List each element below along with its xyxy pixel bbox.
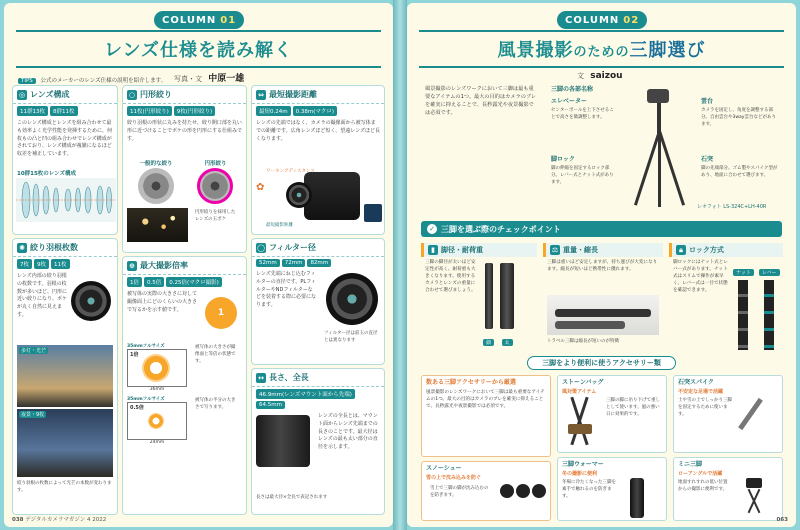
lens-diagram [16, 178, 116, 222]
column-number: 01 [220, 14, 237, 26]
page-title: レンズ仕様を読み解く [103, 40, 293, 61]
column-tag [154, 11, 244, 29]
flower-icon: ✿ [256, 182, 265, 193]
filter-caption: フィルター径は前玉の直径とは異なります [324, 331, 378, 343]
pill: 72mm [282, 259, 306, 267]
part-desc: カメラを固定し、角度を調整する部分。自由雲台や3way雲台などがあります。 [701, 108, 776, 127]
thick-leg-image [500, 263, 514, 329]
ratio-label: 1倍 [130, 352, 139, 358]
pill: 0.25倍(マクロ撮影) [166, 277, 222, 287]
pill: 64.5mm [256, 401, 285, 409]
magnification-value: 1 [205, 297, 237, 329]
accessory-text: 土や雪の上でしっかり三脚を固定するために使います。 [678, 398, 732, 417]
stonebag-image [558, 396, 602, 448]
tripod-model: レオフォト LS-324C+LH-40R [697, 204, 767, 210]
lock-tag: レバー [759, 269, 780, 276]
lever-lock-image [764, 280, 774, 350]
section-text: レンズの先端ではなく、カメラの撮像面から被写体までの距離です。広角レンズほど短く、望遠レンズほど長くなります。 [256, 120, 380, 142]
bag-icon [568, 424, 592, 434]
part-name: エレベーター [551, 98, 588, 105]
snowshoe-icon [516, 484, 530, 498]
accessory-spike [673, 375, 783, 453]
accessory-mini-tripod [673, 457, 783, 521]
pill: 7枚 [17, 259, 32, 269]
tripod-parts-diagram [547, 83, 783, 215]
section-title: 円形絞り [140, 90, 172, 99]
part-name: 石突 [701, 156, 714, 163]
left-page [4, 3, 393, 527]
bokeh-row [123, 206, 246, 244]
pill: 0.38m(マクロ) [293, 106, 337, 116]
min-distance-label: 最短撮影距離 [266, 223, 293, 228]
nut-lock-image [738, 280, 748, 350]
title-band [419, 30, 784, 68]
scale-diagram [127, 343, 187, 392]
part-desc: 脚の先端部分。ゴム製やスパイク型があり、地面に合わせて選びます。 [701, 166, 778, 178]
section-max-magnification [122, 256, 247, 515]
pill: 46.9mm(レンズマウント面から先端) [256, 389, 355, 399]
dim-width: 36mm [149, 387, 165, 392]
lock-icon: 🔒︎ [676, 245, 686, 255]
photo-caption: 多灯・光芒 [21, 348, 47, 354]
folded-tripod-icon [555, 309, 651, 317]
aperture-diagram-icon [138, 168, 174, 204]
tripod-column-icon [657, 103, 661, 133]
section-title: 長さ、全長 [269, 373, 309, 382]
pill: 1倍 [127, 277, 142, 287]
section-text: レンズ先端にねじ込むフィルターの直径です。PLフィルターやNDフィルターなどを装着する際に必要になります。 [256, 271, 317, 308]
scale-2 [123, 394, 246, 447]
page-number: 063 [776, 517, 788, 523]
filter-icon: ◯ [257, 243, 265, 252]
scale-note: 被写体の半分の大きさで写ります。 [195, 398, 236, 410]
check-header [669, 243, 783, 257]
pill-row [123, 104, 246, 118]
accessory-title: スノーシュー [426, 465, 462, 472]
page-footer [12, 515, 106, 523]
stonebag-row [558, 396, 666, 448]
aperture-compare [123, 156, 246, 206]
intro-text: 風景撮影のレンズワークにおいて三脚は最も重要なアイテムの1つ。最大の目的はカメラのブレを確実に抑えることで、長秒露光や夜景撮影では必須です。 [425, 86, 537, 117]
section-text: このレンズ構成とレンズを組み合わせて最も効率よく光学性能を発揮するために、何枚もの凸と凹の組み合わせでレンズ構成がされており、レンズ構成が複雑になるほど収差を補正しています。 [17, 120, 113, 157]
camera-icon [746, 478, 762, 488]
section-circular-aperture [122, 85, 247, 253]
intro-text: 公式のメーカーのレンズ仕様の説明を紹介します。 [40, 78, 167, 84]
part-leg-lock [547, 153, 621, 189]
spike-icon [738, 398, 763, 430]
author-name: 中原一雄 [208, 74, 245, 84]
page-title [497, 36, 705, 62]
section-text: 被写体の実際の大きさに対して撮像面上にどのくらいの大きさで写るかを示す値です。 [127, 291, 198, 313]
part-foot [697, 153, 783, 182]
accessory-subtitle: 雪の上で沈み込みを防ぐ [426, 475, 482, 481]
nut-lock [733, 259, 754, 352]
pill-row [252, 257, 384, 269]
spike-image [736, 396, 766, 436]
snowshoe-icon [500, 484, 514, 498]
section-title: レンズ構成 [30, 90, 70, 99]
scale-label: 35mmフルサイズ [127, 397, 165, 402]
leg-tag: 太 [502, 339, 513, 346]
aperture-icon: ✺ [17, 243, 27, 253]
thin-leg [483, 263, 494, 349]
lens-icon: ◎ [18, 90, 26, 99]
accessory-subtitle: 風対策アイテム [562, 389, 597, 395]
page-footer [777, 517, 788, 523]
column-label: COLUMN [565, 14, 620, 26]
section-text: 絞り羽根の形状に丸みを持たせ、絞り開口部を丸い形に近づけることでボケの形を円形にする仕組みです。 [127, 120, 243, 142]
accessory-title: ストーンバッグ [562, 379, 604, 386]
working-distance-label: ワーキングディスタンス [266, 169, 315, 174]
check-lock [669, 243, 783, 351]
check-body [421, 257, 537, 349]
weight-icon: ⚖ [551, 246, 559, 254]
right-page [407, 3, 796, 527]
check-text: 脚ロックにはナット式とレバー式があります。ナット式はスリムで操作が素早く、レバー式は一目で状態を確認できます。 [673, 260, 728, 294]
circle-icon: ○ [128, 90, 136, 99]
pill-row [252, 387, 384, 411]
part-desc: センターポールを上下させることで高さを微調整します。 [551, 108, 614, 120]
scale-note: 被写体の大きさが撮像面と等倍の状態です。 [195, 345, 236, 364]
leg-compare [483, 257, 514, 349]
pill: 11群13枚 [17, 106, 48, 116]
check-icon: ✓ [427, 224, 437, 234]
intro [18, 76, 166, 84]
normal-aperture [135, 158, 176, 204]
accessory-intro: 風景撮影のレンズワークにおいて三脚は最も重要なアイテムの1つ。最大の目的はカメラのブレを確実に抑えることで、長秒露光や夜景撮影では必須です。 [426, 390, 545, 410]
accessory-header: 数ある三脚アクセサリーから厳選 [426, 379, 516, 386]
section-header [252, 239, 384, 257]
accessory-band: 三脚をより便利に使うアクセサリー類 [527, 356, 676, 370]
tripod-leg-icon [658, 131, 685, 206]
accessory-snowshoe [421, 461, 551, 521]
checkpoint-title: 三脚を選ぶ際のチェックポイント [441, 224, 561, 234]
lens-front-image [286, 182, 312, 208]
section-text: レンズ内部の絞り羽根の枚数です。羽根の枚数が多いほど、円形に近い絞りになり、ボケが丸く自然に見えます。 [17, 273, 68, 318]
magazine-name: デジタルカメラマガジン 4 2022 [25, 517, 107, 523]
section-header [252, 369, 384, 387]
subject-coin-icon [148, 413, 164, 429]
intro-tag: TIPS [18, 78, 36, 84]
pill: 9枚 [34, 259, 49, 269]
part-head [697, 95, 783, 131]
page-number: 038 [12, 517, 24, 523]
check-title: 重量・縮長 [563, 246, 598, 254]
pill: 9枚(円形絞り) [174, 106, 215, 116]
section-text: レンズの全長とは、マウント面からレンズ先端までの長さのことです。最大径はレンズの最も太い部分の直径を示します。 [318, 413, 378, 450]
section-aperture-blades [12, 238, 118, 515]
mag-top [123, 289, 246, 341]
byline [174, 71, 244, 84]
section-title: 最大撮影倍率 [140, 261, 188, 270]
pill: 11枚 [51, 259, 70, 269]
sensor-mark-icon [364, 204, 382, 222]
mini-tripod-image [734, 478, 774, 516]
byline-label: 文 [577, 72, 584, 80]
parts-title: 三脚の各部名称 [551, 86, 594, 93]
folded-tripods-image [547, 295, 659, 335]
diagram-caption: 10群15枚のレンズ構成 [17, 171, 77, 177]
part-name: 雲台 [701, 98, 714, 105]
check-text: 三脚は重いほど安定しますが、持ち運びが大変になります。縮長が短いほど携帯性に優れます。 [547, 260, 658, 273]
diagram-caption: 円形絞り [204, 161, 227, 167]
section-header [123, 257, 246, 275]
pill: 8群11枚 [50, 106, 78, 116]
pill-row [13, 257, 117, 271]
photo-note: 絞り羽根の枚数によって光芒の本数が変わります。 [17, 481, 112, 493]
part-name: 脚ロック [551, 156, 575, 163]
snowshoe-images [500, 484, 546, 502]
section-header [252, 86, 384, 104]
pill: 最短0.24m [256, 106, 291, 116]
photo-night [17, 409, 113, 477]
accessory-warmer [557, 457, 667, 521]
leg-tag: 細 [483, 339, 494, 346]
section-lens-structure [12, 85, 118, 235]
title-band [16, 30, 381, 68]
check-header [543, 243, 663, 257]
focus-icon: ⇔ [256, 90, 266, 100]
lens-side-image [256, 415, 310, 467]
lever-lock [759, 259, 780, 352]
title-part: 三脚選び [629, 40, 706, 61]
check-body [669, 257, 783, 352]
check-text: 三脚の脚径が太いほど安定性が高く、耐荷重も大きくなります。使用するカメラとレンズの重量に合わせて選びましょう。 [425, 260, 476, 294]
part-elevator [547, 95, 621, 124]
column-number: 02 [623, 14, 640, 26]
accessory-text: 三脚の脚に吊り下げて重しとして使います。風の強い日に効果的です。 [606, 398, 660, 417]
pill-row [252, 104, 384, 118]
scale-1 [123, 341, 246, 394]
sensor-frame [127, 402, 187, 440]
filter-figure [320, 269, 384, 347]
accessory-title: ミニ三脚 [678, 461, 703, 468]
length-row [252, 411, 384, 493]
round-aperture-diagram-icon [197, 168, 233, 204]
accessory-text: 地面すれすれの低い位置からの撮影に便利です。 [678, 480, 728, 492]
pill: 0.5倍 [144, 277, 164, 287]
camera-image [304, 172, 360, 220]
check-caption: トラベル三脚は縮長が短いのが特徴 [547, 339, 619, 344]
accessory-subtitle: 不安定な足場で活躍 [678, 389, 724, 395]
focus-diagram [256, 164, 380, 234]
accessory-stone-bag [421, 375, 551, 457]
section-length [251, 368, 385, 515]
round-aperture [197, 158, 233, 204]
gutter [393, 0, 407, 530]
magnify-icon: ⊕ [127, 261, 137, 271]
author-name: saizou [590, 71, 623, 81]
photo-starburst [17, 345, 113, 407]
scale-diagram [127, 396, 187, 445]
photo-caption: 夜景・9枚 [21, 412, 45, 418]
accessory-text: 冬場に冷たくなった三脚を素手で触れるのを防ぎます。 [562, 480, 616, 499]
check-header [421, 243, 537, 257]
section-title: フィルター径 [269, 243, 317, 252]
column-tag [557, 11, 647, 29]
accessory-subtitle: ローアングルで活躍 [678, 471, 723, 477]
warmer-image [630, 478, 644, 518]
filter-row [252, 269, 384, 347]
section-header [13, 86, 117, 104]
accessory-text: 雪上で三脚の脚が沈み込むのを防ぎます。 [430, 486, 489, 498]
thick-leg [500, 263, 514, 349]
tripod-head-icon [647, 89, 669, 103]
lock-tag: ナット [733, 269, 754, 276]
leg-icon: ▮ [428, 245, 438, 255]
folded-tripod-icon [555, 321, 625, 329]
dim-height: 24mm [149, 440, 165, 445]
diagram-caption: 一般的な絞り [139, 161, 173, 167]
section-title: 最短撮影距離 [269, 90, 317, 99]
photo-note: 円形絞りを採用したレンズの玉ボケ [194, 210, 236, 222]
section-header [123, 86, 246, 104]
snowshoe-icon [532, 484, 546, 498]
accessory-stonebag [557, 375, 667, 453]
title-part: のための [573, 45, 630, 60]
byline-label: 写真・文 [174, 75, 202, 83]
pill: 82mm [307, 259, 331, 267]
length-figure [252, 411, 314, 493]
tripod-leg-icon [658, 131, 661, 207]
tripod-leg-icon [634, 131, 661, 206]
pill-row [13, 104, 117, 118]
byline [577, 71, 623, 81]
snowshoe-row [422, 482, 550, 504]
section-header [13, 239, 117, 257]
check-weight [543, 243, 663, 351]
sensor-frame [127, 349, 187, 387]
ratio-label: 0.5倍 [130, 405, 144, 411]
tripod-image [627, 89, 687, 209]
column-label: COLUMN [162, 14, 217, 26]
accessory-subtitle: 冬の撮影に便利 [562, 471, 598, 477]
accessory-title: 三脚ウォーマー [562, 461, 604, 468]
section-filter-size [251, 238, 385, 365]
scale-label: 35mmフルサイズ [127, 344, 165, 349]
check-title: ロック方式 [689, 246, 724, 254]
pill: 52mm [256, 259, 280, 267]
lock-compare [733, 257, 780, 352]
photo-bokeh [127, 208, 188, 242]
section-min-focus [251, 85, 385, 235]
checkpoint-band [421, 221, 782, 237]
subject-coin-icon [142, 354, 170, 382]
check-title: 脚径・耐荷重 [441, 246, 483, 254]
accessory-title: 石突スパイク [678, 379, 714, 386]
section-title: 絞り羽根枚数 [30, 243, 78, 252]
aperture-row [13, 271, 117, 343]
ruler-icon: ↔ [256, 373, 266, 383]
check-legs [421, 243, 537, 351]
spike-row [674, 396, 782, 436]
mini-row [674, 478, 782, 516]
warmer-row [558, 478, 666, 518]
filter-lens-image [326, 273, 378, 325]
title-part: 風景撮影 [497, 40, 574, 61]
part-desc: 脚の伸縮を固定するロック部分。レバー式とナット式があります。 [551, 166, 614, 185]
length-caption: 長さは最大径×全長で表記されます [256, 495, 328, 500]
pill: 11枚(円形絞り) [127, 106, 172, 116]
pill-row [123, 275, 246, 289]
aperture-lens-image [71, 281, 111, 321]
thin-leg-image [485, 263, 493, 329]
